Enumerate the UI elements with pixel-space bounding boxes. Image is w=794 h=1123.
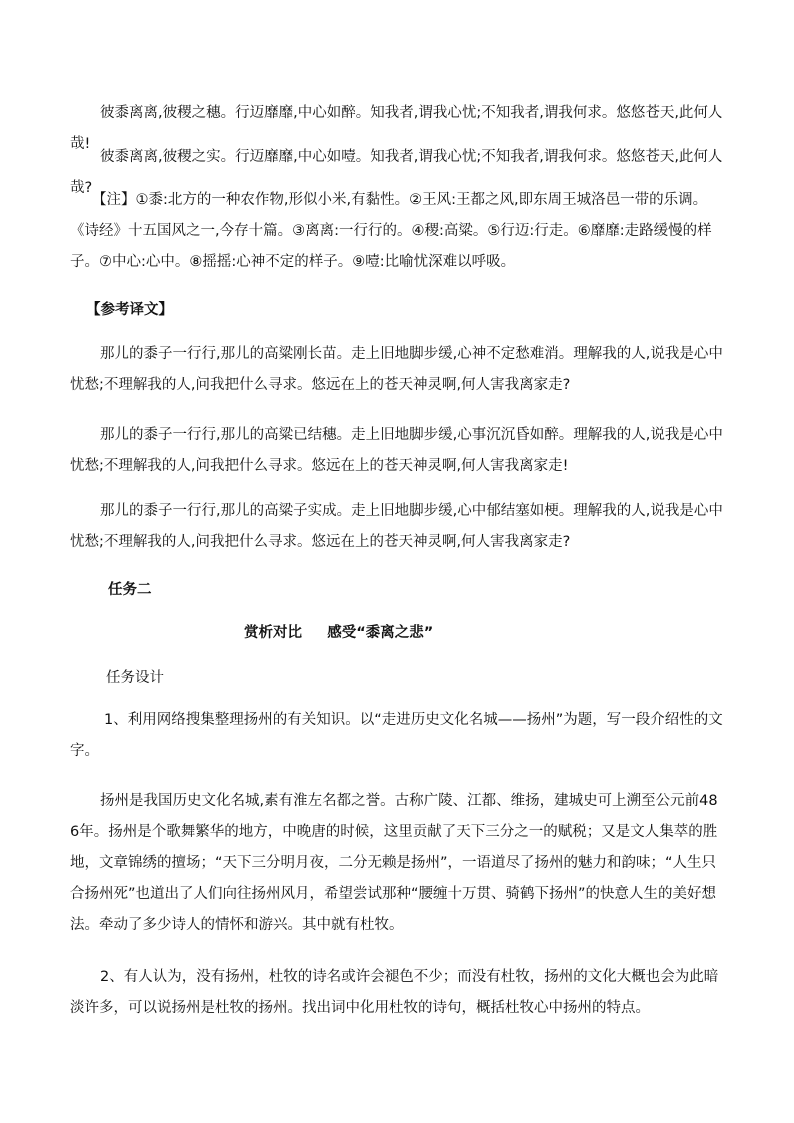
translation-paragraph-3: 那儿的黍子一行行,那儿的高粱子实成。走上旧地脚步缓,心中郁结塞如梗。理解我的人,说我是心中忧愁;不理解我的人,问我把什么寻求。悠远在上的苍天神灵啊,何人害我离家走? [70,503,723,550]
task-subtitle-left: 赏析对比 [244,625,302,641]
translation-heading: 【参考译文】 [86,302,173,318]
task-subtitle [244,621,794,642]
task-design-label: 任务设计 [106,670,164,686]
poem-stanza-3: 彼黍离离,彼稷之实。行迈靡靡,中心如噎。知我者,谓我心忧;不知我者,谓我何求。悠悠苍天,此何人哉? [70,149,723,196]
task-title: 任务二 [108,582,152,598]
translation-paragraph-1: 那儿的黍子一行行,那儿的高粱刚长苗。走上旧地脚步缓,心神不定愁难消。理解我的人,说我是心中忧愁;不理解我的人,问我把什么寻求。悠远在上的苍天神灵啊,何人害我离家走? [70,346,723,393]
answer-1: 扬州是我国历史文化名城,素有淮左名都之誉。古称广陵、江都、维扬，建城史可上溯至公元前486年。扬州是个歌舞繁华的地方，中晚唐的时候，这里贡献了天下三分之一的赋税；又是文人集萃的胜地，文章锦绣的擅场；“天下三分明月夜，二分无赖是扬州”，一语道尽了扬州的魅力和韵味；“人生只合扬州死”也道出了人们向往扬州风月，希望尝试那种“腰缠十万贯、骑鹤下扬州”的快意人生的美好想法。牵动了多少诗人的情怀和游兴。其中就有杜牧。 [70,793,718,933]
poem-stanza-2: 彼黍离离,彼稷之穗。行迈靡靡,中心如醉。知我者,谓我心忧;不知我者,谓我何求。悠悠苍天,此何人哉! [70,105,723,152]
annotation-notes: 【注】①黍:北方的一种农作物,形似小米,有黏性。②王风:王都之风,即东周王城洛邑一带的乐调。《诗经》十五国风之一,今存十篇。③离离:一行行的。④稷:高粱。⑤行迈:行走。⑥靡靡:走路缓慢的样子。⑦中心:心中。⑧摇摇:心神不定的样子。⑨噎:比喻忧深难以呼吸。 [70,192,712,270]
translation-paragraph-2: 那儿的黍子一行行,那儿的高粱已结穗。走上旧地脚步缓,心事沉沉昏如醉。理解我的人,说我是心中忧愁;不理解我的人,问我把什么寻求。悠远在上的苍天神灵啊,何人害我离家走! [70,427,723,474]
task-subtitle-right: 感受“黍离之悲” [327,625,434,641]
question-2: 2、有人认为，没有扬州，杜牧的诗名或许会褪色不少；而没有杜牧，扬州的文化大概也会为此暗淡许多，可以说扬州是杜牧的扬州。找出词中化用杜牧的诗句，概括杜牧心中扬州的特点。 [70,969,719,1016]
question-1: 1、利用网络搜集整理扬州的有关知识。以“走进历史文化名城——扬州”为题，写一段介绍性的文字。 [70,712,723,759]
